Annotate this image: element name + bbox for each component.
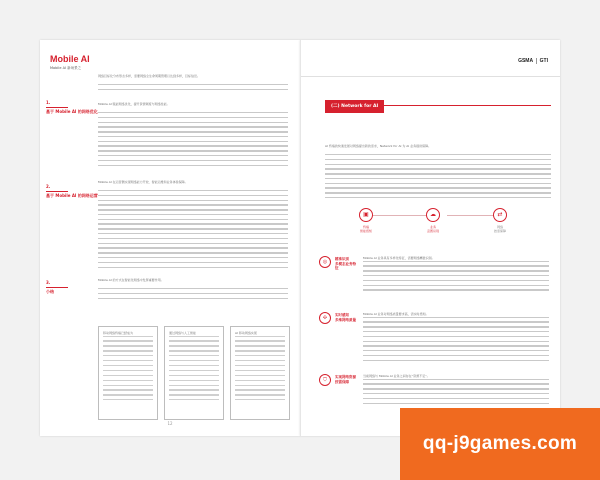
gti-logo: GTI <box>539 58 548 64</box>
section-3-lines <box>98 288 288 302</box>
right-intro-lines <box>325 154 551 202</box>
right-intro: AI 终端的快速发展对网络提出新的需求，Network for AI 为 AI 业务提供保障。 <box>325 144 432 148</box>
gsma-logo: GSMA <box>518 58 534 64</box>
feature-title: 实时感知 多维网络质量 <box>335 313 356 322</box>
device-icon: ▣ <box>363 210 369 218</box>
section-3-label: 3. 小结 <box>46 280 68 294</box>
page-number: 12 <box>167 421 173 426</box>
section-2-lines <box>98 190 288 271</box>
target-icon: ◎ <box>319 256 331 268</box>
section-3-text: Mobile AI 的方式在智能化网络中发挥重要作用。 <box>98 278 164 282</box>
feature-item <box>319 312 551 376</box>
flow-connector <box>373 215 433 216</box>
watermark-banner: qq-j9games.com <box>400 408 600 480</box>
cloud-icon: ☁ <box>430 210 436 218</box>
page-title: Mobile AI <box>50 54 90 64</box>
flow-label-terminal: 终端 智能感知 <box>359 225 372 233</box>
section-2-label: 2. 基于 Mobile AI 的网络运营 <box>46 184 98 198</box>
right-page <box>300 40 560 436</box>
summary-box: 通过网络与人工智能 <box>164 326 224 420</box>
flow-label-service: 业务 意图识别 <box>426 225 439 233</box>
summary-box: 移动网络终端已经成为 <box>98 326 158 420</box>
feature-title: 实现网络资源 按需保障 <box>335 375 356 384</box>
header-divider <box>301 76 560 77</box>
section-2-text: Mobile AI 在运营侧实现网络能力开放、智能运维和业务体验保障。 <box>98 180 188 184</box>
flow-diagram <box>343 208 523 244</box>
feature-body: 当前网络与 Mobile AI 业务之间存在“资源不足”。 <box>363 374 549 407</box>
intro-text-lines <box>98 84 288 94</box>
partner-logos <box>518 58 548 64</box>
intro-paragraph: 网络目标化分布形态多样，需要网络全生命周期管理以达到多样，目标信息。 <box>98 74 201 78</box>
section-1-text: Mobile AI 赋能网络优化，提升资源调度与网络性能。 <box>98 102 170 106</box>
section-1-label: 1. 基于 Mobile AI 的网络优化 <box>46 100 98 114</box>
network-icon: ✣ <box>319 312 331 324</box>
section-banner-label: (二) Network for AI <box>325 100 384 113</box>
section-1-lines <box>98 112 288 169</box>
feature-title: 精准识别 多模态业务特征 <box>335 257 356 271</box>
section-banner <box>325 92 551 109</box>
summary-box: AI 移动网络实现 <box>230 326 290 420</box>
feature-body: Mobile AI 业务具有多样化特征，需要网络精准识别。 <box>363 256 549 294</box>
shuffle-icon: ⇄ <box>497 210 503 218</box>
feature-body: Mobile AI 业务对网络质量要求高，需实时感知。 <box>363 312 549 364</box>
left-page <box>40 40 300 436</box>
page-subtitle: Mobile AI 新场景之 <box>50 66 82 70</box>
flow-label-network: 网络 按需保障 <box>493 225 506 233</box>
feature-item <box>319 256 551 316</box>
shield-icon: ⛉ <box>319 374 331 386</box>
